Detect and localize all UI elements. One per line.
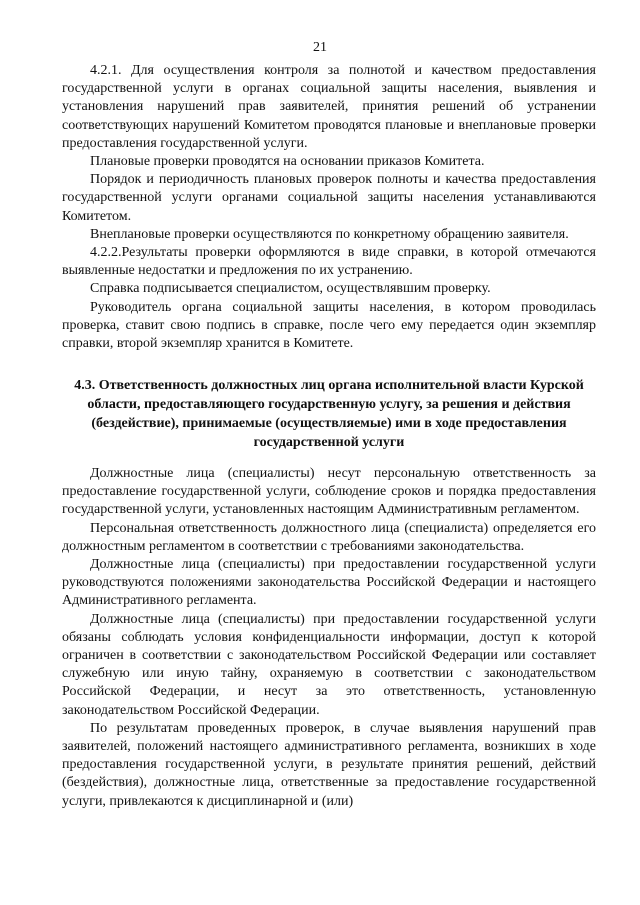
paragraph: Руководитель органа социальной защиты населения, в котором проводилась проверка, ставит свою подпись в справке, после чего ему передается один экземпляр справки, второй экземпляр хранится в Комитете. — [62, 299, 596, 352]
paragraph: Порядок и периодичность плановых проверок полноты и качества предоставления государственной услуги органами социальной защиты населения устанавливаются Комитетом. — [62, 172, 596, 224]
paragraph: Персональная ответственность должностного лица (специалиста) определяется его должностным регламентом в соответствии с требованиями законодательства. — [62, 520, 596, 554]
paragraph: По результатам проведенных проверок, в случае выявления нарушений прав заявителей, положений настоящего административного регламента, возникших в ходе предоставления государственной услуги, в результате принятия решений, действий (бездействия), должностные лица, ответственные за предоставление государственной услуги, привлекаются к дисциплинарной и (или) — [62, 720, 596, 809]
paragraph: Должностные лица (специалисты) несут персональную ответственность за предоставление государственной услуги, соблюдение сроков и порядка предоставления государственной услуги, установленных настоящим Административным регламентом. — [62, 466, 596, 518]
paragraph: Плановые проверки проводятся на основании приказов Комитета. — [90, 154, 485, 170]
paragraph: 4.2.2.Результаты проверки оформляются в виде справки, в которой отмечаются выявленные недостатки и предложения по их устранению. — [62, 245, 596, 279]
paragraph: Должностные лица (специалисты) при предоставлении государственной услуги обязаны соблюдать условия конфиденциальности информации, доступ к которой ограничен в соответствии с законодательством Российской Федерации или составляет служебную или иную тайну, охраняемую в соответствии с законодательством Российской Федерации, и несут за это ответственность, установленную законодательством Российской Федерации. — [62, 611, 596, 718]
paragraph: 4.2.1. Для осуществления контроля за полнотой и качеством предоставления государственной услуги в органах социальной защиты населения, выявления и установления нарушений прав заявителей, принятия решений об устранении соответствующих нарушений Комитетом проводятся плановые и внеплановые проверки предоставления государственной услуги. — [62, 63, 596, 151]
paragraph: Справка подписывается специалистом, осуществлявшим проверку. — [90, 281, 491, 297]
page-number: 21 — [313, 40, 327, 55]
section-4-2-text — [62, 62, 596, 353]
section-4-3-heading: 4.3. Ответственность должностных лиц органа исполнительной власти Курской области, предоставляющего государственную услугу, за решения и действия (бездействие), принимаемые (осуществляемые) ими в ходе предоставления государственной услуги — [74, 378, 584, 450]
section-4-3-text — [62, 465, 596, 811]
paragraph: Должностные лица (специалисты) при предоставлении государственной услуги руководствуются положениями законодательства Российской Федерации и настоящего Административного регламента. — [62, 557, 596, 609]
paragraph: Внеплановые проверки осуществляются по конкретному обращению заявителя. — [90, 226, 569, 242]
